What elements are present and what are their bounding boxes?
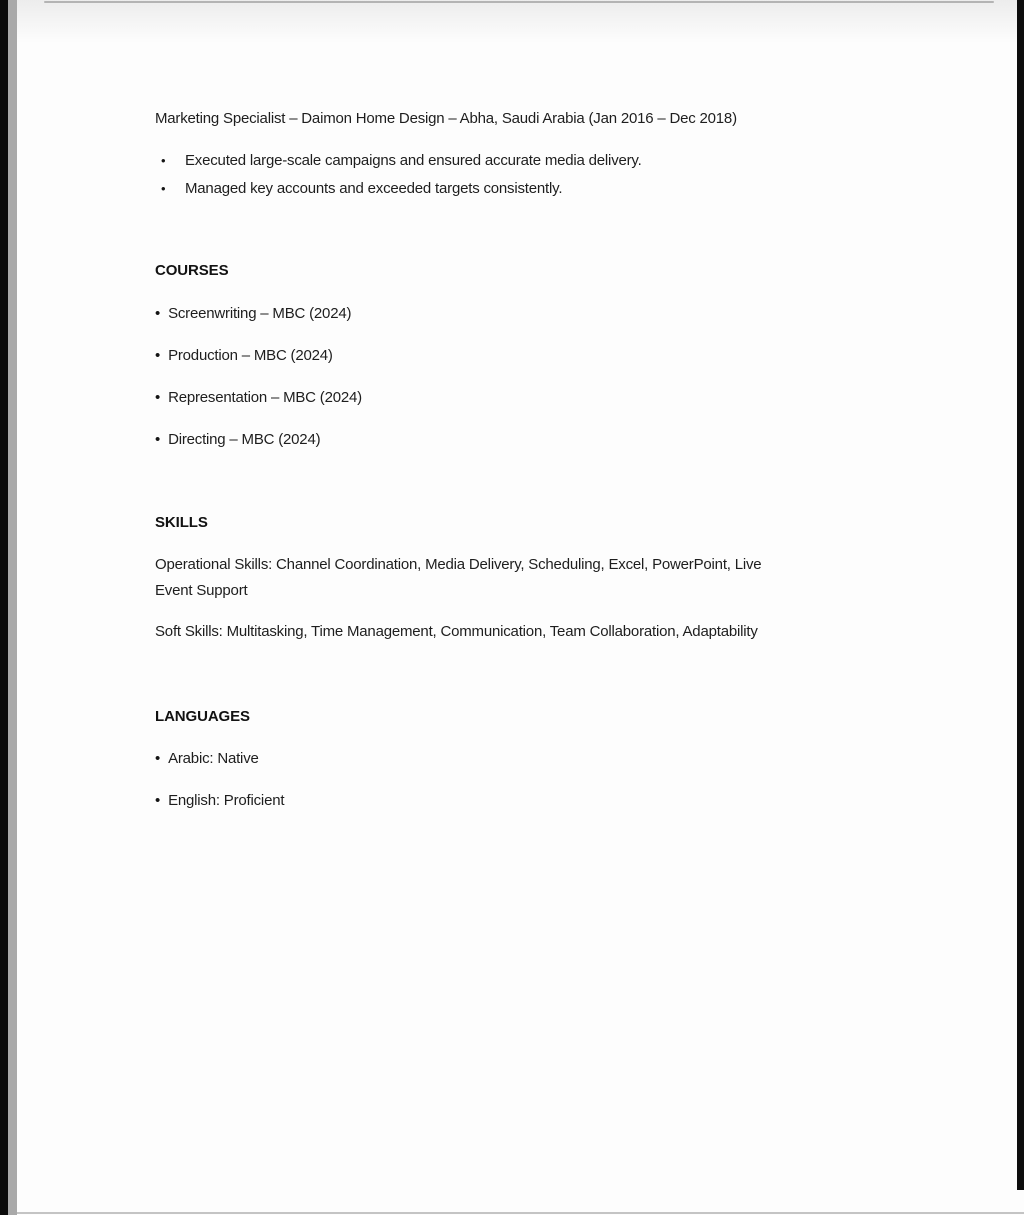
right-edge-dark-bar	[1017, 0, 1024, 1190]
course-item-text: Directing – MBC (2024)	[168, 431, 321, 448]
course-item-text: Representation – MBC (2024)	[168, 389, 362, 406]
course-item	[155, 389, 362, 407]
bullet-icon: •	[161, 181, 166, 196]
courses-heading: COURSES	[155, 262, 229, 279]
course-item-text: Screenwriting – MBC (2024)	[168, 305, 352, 322]
top-page-shadow	[17, 0, 1017, 58]
bullet-icon: •	[155, 305, 161, 322]
operational-skills-line: Operational Skills: Channel Coordination, Media Delivery, Scheduling, Excel, PowerPoint, Live	[155, 556, 762, 573]
skills-heading: SKILLS	[155, 514, 208, 531]
language-item-text: Arabic: Native	[168, 750, 259, 767]
experience-bullet-text: Executed large-scale campaigns and ensured accurate media delivery.	[185, 152, 642, 169]
course-item	[155, 347, 333, 365]
left-edge-gray-bar	[8, 0, 17, 1215]
bullet-icon: •	[155, 347, 161, 364]
bullet-icon: •	[155, 389, 161, 406]
bottom-edge-line	[17, 1212, 1024, 1214]
operational-skills-line: Event Support	[155, 582, 248, 599]
bullet-icon: •	[155, 750, 161, 767]
experience-bullet-item	[161, 180, 562, 198]
bullet-icon: •	[161, 153, 166, 168]
experience-bullet-item	[161, 152, 642, 170]
top-edge-line	[44, 1, 994, 3]
language-item-text: English: Proficient	[168, 792, 285, 809]
course-item	[155, 305, 351, 323]
soft-skills-line: Soft Skills: Multitasking, Time Management, Communication, Team Collaboration, Adaptability	[155, 623, 758, 640]
bullet-icon: •	[155, 431, 161, 448]
language-item	[155, 750, 259, 768]
left-edge-dark-bar	[0, 0, 8, 1215]
course-item	[155, 431, 320, 449]
course-item-text: Production – MBC (2024)	[168, 347, 333, 364]
language-item	[155, 792, 284, 810]
languages-heading: LANGUAGES	[155, 708, 250, 725]
bullet-icon: •	[155, 792, 161, 809]
experience-title: Marketing Specialist – Daimon Home Design – Abha, Saudi Arabia (Jan 2016 – Dec 2018)	[155, 110, 737, 127]
experience-bullet-text: Managed key accounts and exceeded targets consistently.	[185, 180, 563, 197]
